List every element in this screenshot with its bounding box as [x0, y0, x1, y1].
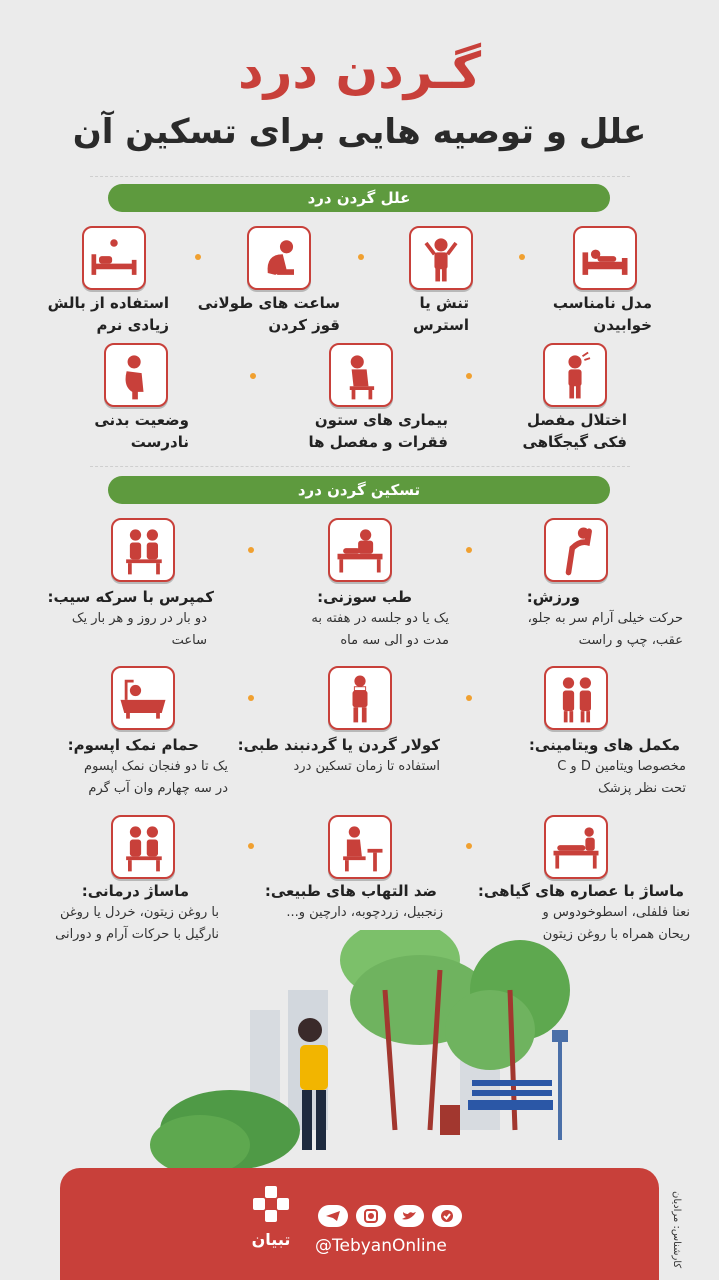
brand-name: تبیان: [251, 1230, 291, 1249]
separator-dot: [250, 373, 256, 379]
separator-dot: [519, 254, 525, 260]
herbal-massage-icon: [544, 815, 608, 879]
credit-text: کارشناس: مرادیان: [671, 1190, 682, 1268]
separator-dot: [466, 695, 472, 701]
relief-title: کمپرس با سرکه سیب:: [47, 588, 214, 606]
relief-description: زنجبیل، زردچوبه، دارچین و...: [286, 905, 443, 920]
relief-description: با روغن زیتون، خردل یا روغن نارگیل با حرکات آرام و دورانی: [55, 905, 219, 942]
separator-dot: [466, 373, 472, 379]
separator-dot: [248, 843, 254, 849]
relief-title: ماساژ با عصاره های گیاهی:: [477, 882, 684, 900]
separator-dot: [466, 843, 472, 849]
cause-label: وضعیت بدنی نادرست: [94, 411, 189, 451]
person-leg: [316, 1090, 326, 1150]
relief-title: حمام نمک اپسوم:: [67, 736, 199, 754]
relief-description: استفاده تا زمان تسکین درد: [293, 759, 440, 774]
bathtub-icon: [111, 666, 175, 730]
cause-label: تنش یا استرس: [412, 294, 469, 334]
causes-section-title: علل گردن درد: [108, 184, 610, 212]
relief-description: حرکت خیلی آرام سر به جلو، عقب، چپ و راست: [527, 611, 683, 648]
person-head: [298, 1018, 322, 1042]
cause-label: ساعت های طولانی قوز کردن: [197, 294, 340, 334]
relief-title: ماساژ درمانی:: [81, 882, 189, 900]
separator-dot: [248, 695, 254, 701]
hunched-person-icon: [247, 226, 311, 290]
relief-title: مکمل های ویتامینی:: [528, 736, 680, 754]
relief-description: یک یا دو جلسه در هفته به مدت دو الی سه ماه: [311, 611, 449, 648]
seated-pain-icon: [329, 343, 393, 407]
bench-seat: [468, 1100, 553, 1110]
page-subtitle: علل و توصیه هایی برای تسکین آن: [72, 112, 647, 152]
exercise-icon: [544, 518, 608, 582]
verified-icon[interactable]: [432, 1205, 462, 1227]
cause-label: بیماری های ستون فقرات و مفصل ها: [308, 411, 448, 451]
separator-dot: [195, 254, 201, 260]
anti-inflammatory-icon: [328, 815, 392, 879]
bush: [150, 1115, 250, 1175]
lamp-head: [552, 1030, 568, 1042]
bed-sleep-icon: [573, 226, 637, 290]
bad-posture-icon: [104, 343, 168, 407]
acupuncture-icon: [328, 518, 392, 582]
person-leg: [302, 1090, 312, 1150]
stressed-person-icon: [409, 226, 473, 290]
relief-title: کولار گردن یا گردنبند طبی:: [237, 736, 440, 754]
relief-title: ورزش:: [526, 588, 580, 606]
relief-description: دو بار در روز و هر بار یک ساعت: [71, 611, 207, 648]
relief-description: نعنا فلفلی، اسطوخودوس و ریحان همراه با روغن زیتون: [542, 905, 690, 942]
jaw-pain-icon: [543, 343, 607, 407]
divider: [90, 466, 630, 467]
telegram-icon[interactable]: [318, 1205, 348, 1227]
relief-description: مخصوصا ویتامین D و C تحت نظر پزشک: [557, 759, 686, 796]
relief-title: ضد التهاب های طبیعی:: [264, 882, 437, 900]
separator-dot: [466, 547, 472, 553]
bench-back: [472, 1090, 552, 1096]
neck-collar-icon: [328, 666, 392, 730]
compress-icon: [111, 518, 175, 582]
cause-label: مدل نامناسب خوابیدن: [552, 294, 652, 334]
instagram-icon[interactable]: [356, 1205, 386, 1227]
brand-logo-icon: [251, 1184, 291, 1224]
bench-back: [472, 1080, 552, 1086]
cause-label: اختلال مفصل فکی گیجگاهی: [522, 411, 627, 451]
trash-bin: [440, 1105, 460, 1135]
social-handle[interactable]: @TebyanOnline: [315, 1236, 447, 1256]
divider: [90, 176, 630, 177]
vitamin-icon: [544, 666, 608, 730]
lamp-post: [558, 1040, 562, 1140]
relief-title: طب سوزنی:: [317, 588, 412, 606]
pillow-bed-icon: [82, 226, 146, 290]
separator-dot: [358, 254, 364, 260]
relief-description: یک تا دو فنجان نمک اپسوم در سه چهارم وان آب گرم: [84, 759, 228, 796]
relief-section-title: تسکین گردن درد: [108, 476, 610, 504]
park-scene-illustration: [0, 930, 719, 1180]
brand-logo[interactable]: [240, 1184, 302, 1249]
page-title: گـردن درد: [237, 42, 482, 100]
tree-canopy: [445, 990, 535, 1070]
massage-therapy-icon: [111, 815, 175, 879]
cause-label: استفاده از بالش زیادی نرم: [47, 294, 169, 334]
separator-dot: [248, 547, 254, 553]
twitter-icon[interactable]: [394, 1205, 424, 1227]
person-shirt: [300, 1045, 328, 1090]
